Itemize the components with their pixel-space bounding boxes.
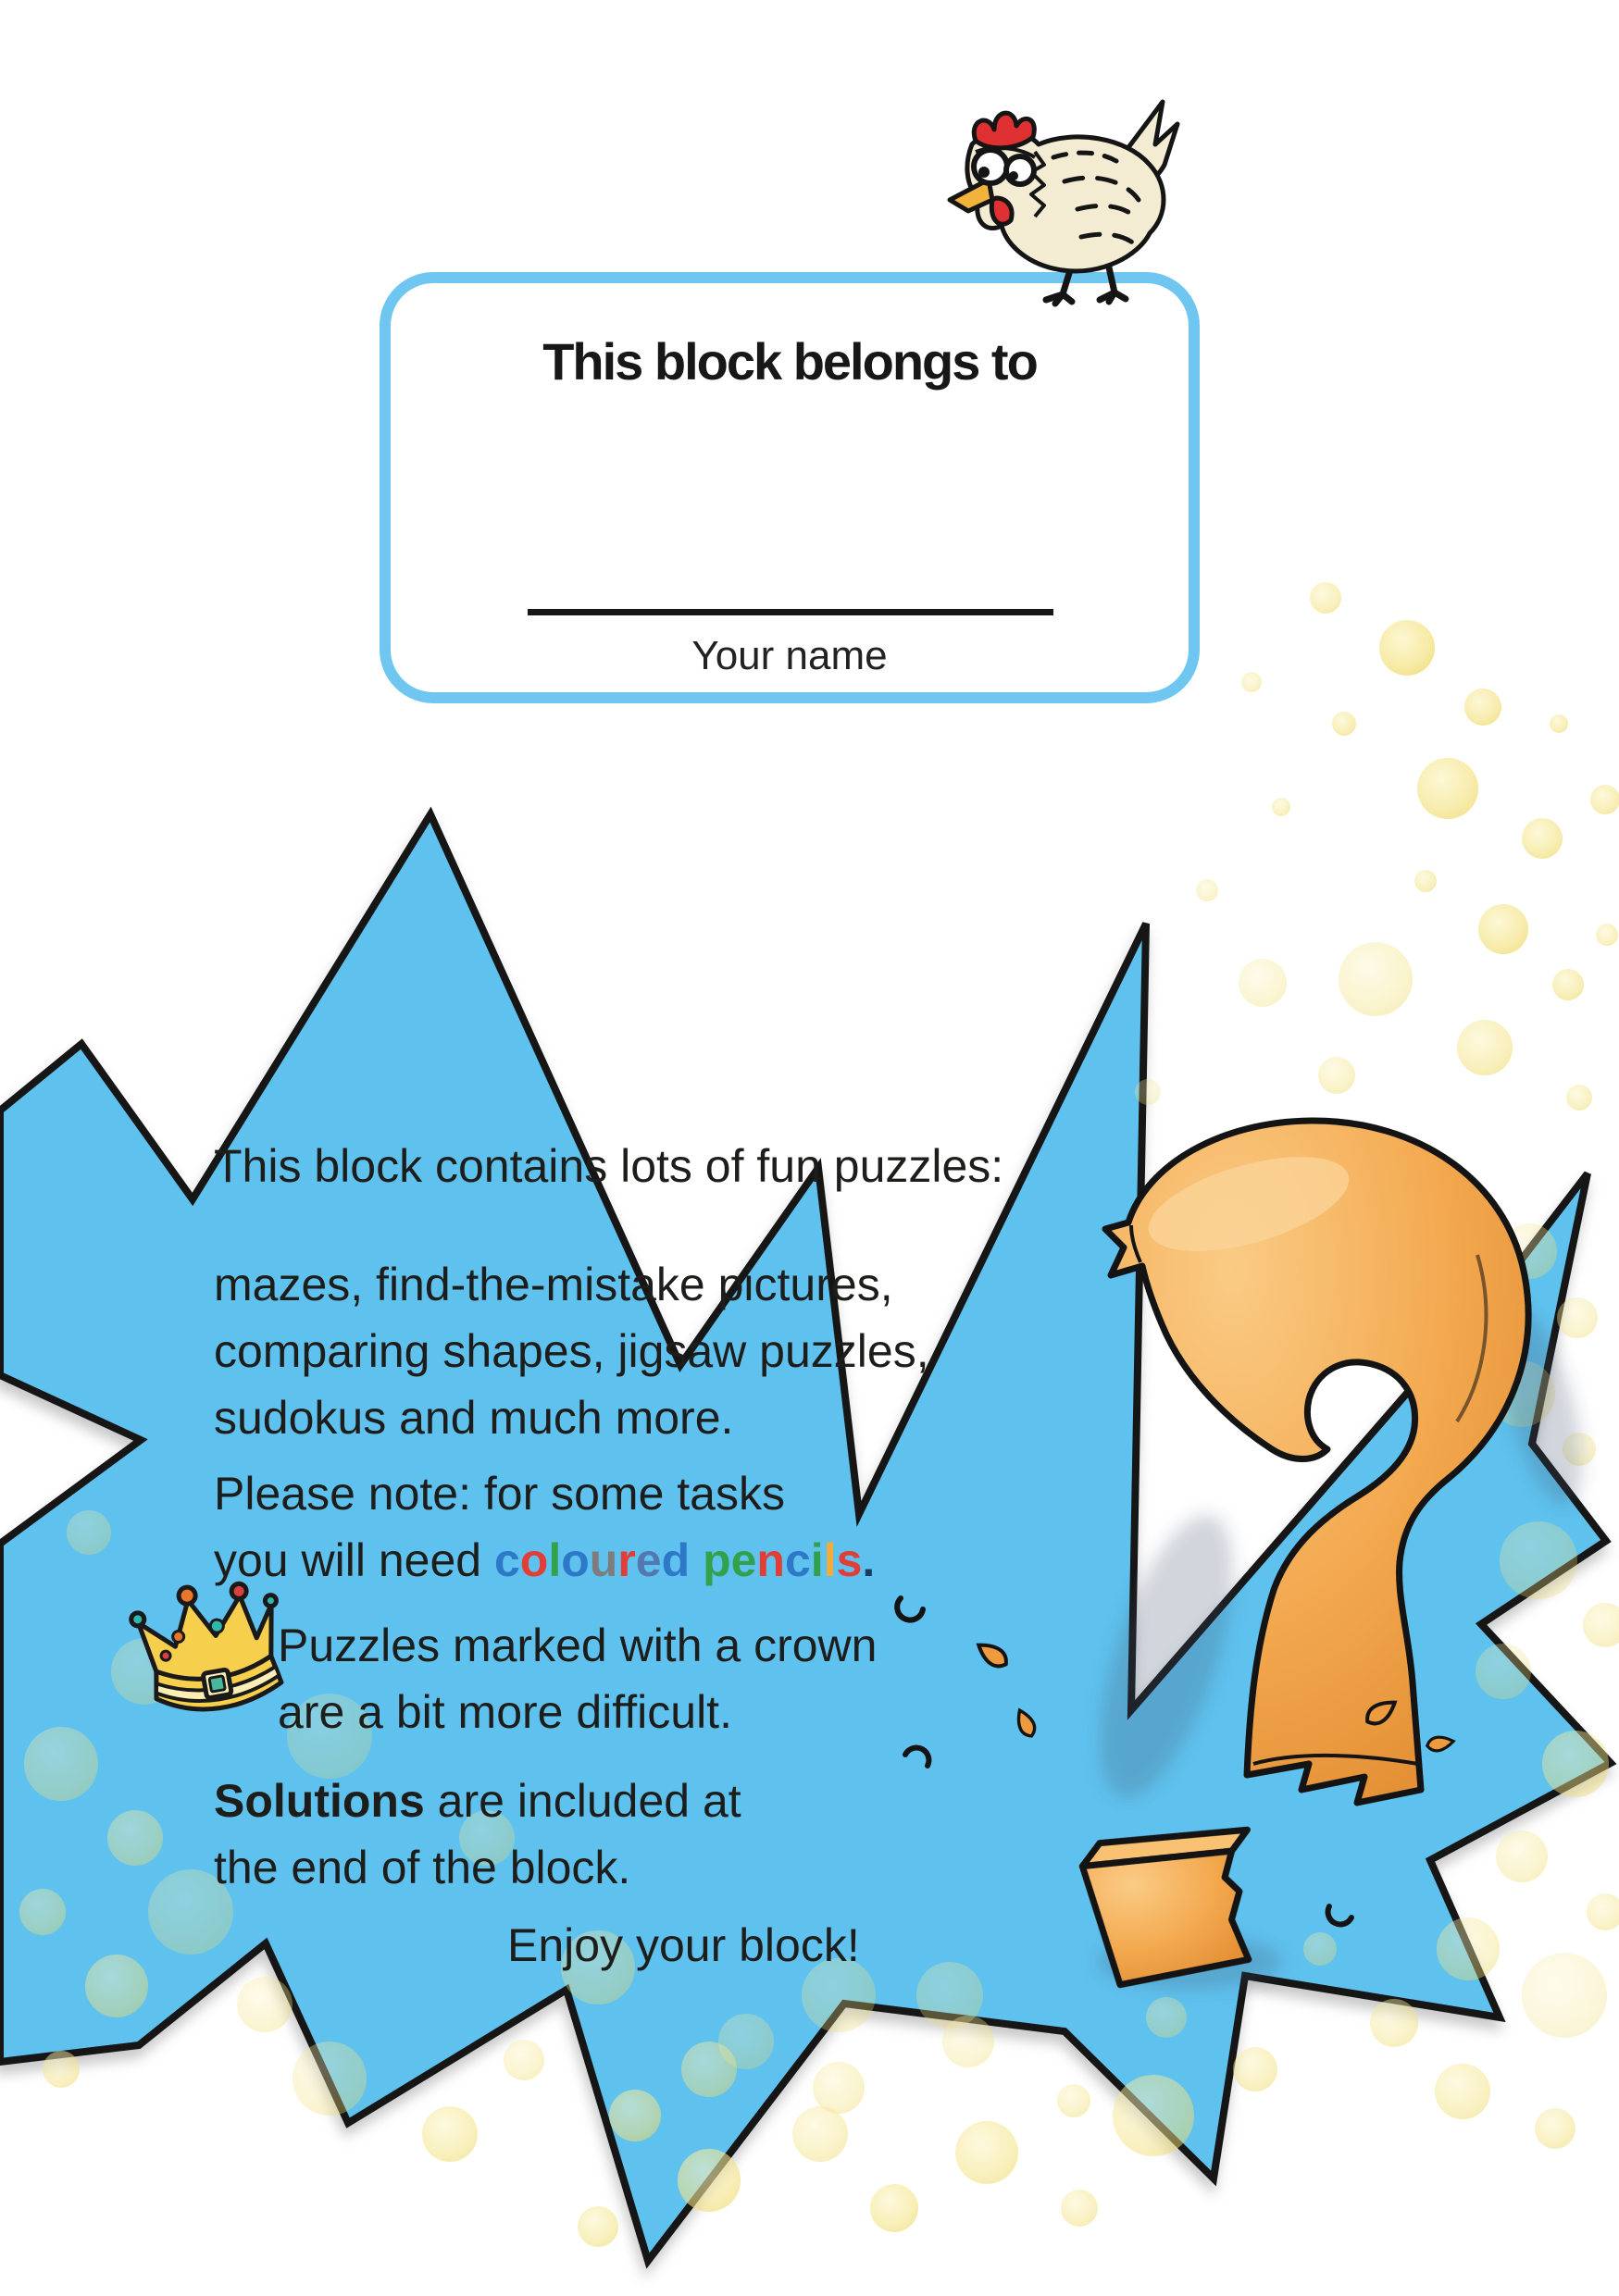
- puzzle-list-line: mazes, find-the-mistake pictures,: [214, 1259, 893, 1310]
- chicken-icon: [926, 89, 1194, 311]
- solutions-rest: are included at: [424, 1775, 741, 1827]
- name-box: [380, 272, 1200, 703]
- puzzle-list-line: sudokus and much more.: [214, 1392, 734, 1444]
- coloured-pencils-word: coloured pencils.: [493, 1534, 876, 1586]
- intro-line: This block contains lots of fun puzzles:: [214, 1140, 1004, 1192]
- puzzle-list-line: comparing shapes, jigsaw puzzles,: [214, 1325, 929, 1377]
- crown-note-line: Puzzles marked with a crown: [278, 1620, 878, 1671]
- solutions-word: Solutions: [214, 1775, 425, 1827]
- name-line-label: Your name: [691, 633, 888, 678]
- solutions-line: [214, 1768, 741, 1834]
- note-line-colored: [214, 1527, 875, 1594]
- note-line-prefix: you will need: [214, 1534, 494, 1586]
- name-input-line[interactable]: [528, 609, 1053, 615]
- solutions-line: the end of the block.: [214, 1842, 631, 1893]
- name-box-title: This block belongs to: [542, 332, 1037, 391]
- crown-note-line: are a bit more difficult.: [278, 1686, 732, 1738]
- closing-line: Enjoy your block!: [507, 1919, 860, 1971]
- name-value: [528, 542, 1053, 603]
- note-line: Please note: for some tasks: [214, 1468, 785, 1520]
